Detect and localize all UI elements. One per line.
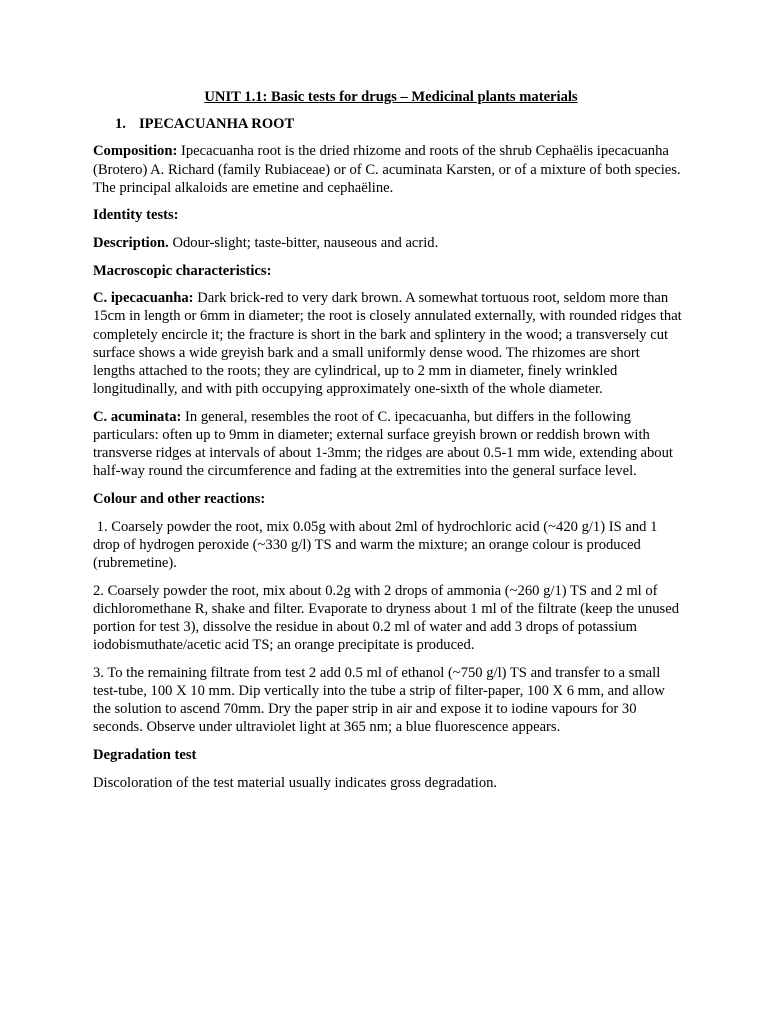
colour-reaction-item: 2. Coarsely powder the root, mix about 0.2g with 2 drops of ammonia (~260 g/1) TS and 2 ml of dichloromethane R, shake and filter. Evaporate to dryness about 1 ml of the filtrate (keep the unused portion for test 3), dissolve the residue in about 0.2 ml of water and add 3 drops of potassium iodobismuthate/acetic acid TS; an orange precipitate is produced. [93, 582, 680, 654]
section-heading [93, 115, 683, 133]
c-acuminata-paragraph [93, 408, 683, 481]
identity-tests-heading: Identity tests: [93, 207, 179, 224]
section-title: IPECACUANHA ROOT [139, 116, 295, 133]
macroscopic-heading: Macroscopic characteristics: [93, 262, 272, 279]
degradation-text: Discoloration of the test material usually indicates gross degradation. [93, 774, 498, 791]
colour-reactions-heading: Colour and other reactions: [93, 491, 266, 507]
c-ipecacuanha-paragraph [93, 289, 683, 398]
c-acuminata-text: In general, resembles the root of C. ipecacuanha, but differs in the following particulars: often up to 9mm in diameter; external surface greyish brown or reddish brown with transverse ridges at intervals of about 1-3mm; the ridges are about 0.5-1 mm wide, extending about half-way round the circumference and fading at the extremities into the general surface level. [93, 408, 673, 480]
document-title: UNIT 1.1: Basic tests for drugs – Medicinal plants materials [204, 89, 578, 105]
c-ipecacuanha-label: C. ipecacuanha: [93, 290, 194, 307]
composition-label: Composition: [93, 143, 178, 160]
colour-reaction-item: 3. To the remaining filtrate from test 2 add 0.5 ml of ethanol (~750 g/l) TS and transfer to a small test-tube, 100 X 10 mm. Dip vertically into the tube a strip of filter-paper, 100 X 6 mm, and allow the solution to ascend 70mm. Dry the paper strip in air and expose it to iodine vapours for 30 seconds. Observe under ultraviolet light at 365 nm; a blue fluorescence appears. [93, 664, 665, 736]
degradation-heading: Degradation test [93, 747, 197, 763]
composition-paragraph [93, 142, 683, 197]
c-ipecacuanha-text: Dark brick-red to very dark brown. A somewhat tortuous root, seldom more than 15cm in length or 6mm in diameter; the root is closely annulated externally, with rounded ridges that completely encircle it; the fracture is short in the bark and splintery in the wood; a transversely cut surface shows a wide greyish bark and a small uniformly dense wood. The rhizomes are short lengths attached to the roots; they are cylindrical, up to 2 mm in diameter, finely wrinkled longitudinally, and with pith occupying approximately one-sixth of the whole diameter. [93, 290, 682, 398]
description-label: Description. [93, 235, 169, 251]
document-page [93, 88, 683, 801]
composition-text: Ipecacuanha root is the dried rhizome and roots of the shrub Cephaëlis ipecacuanha (Brotero) A. Richard (family Rubiaceae) or of C. acuminata Karsten, or of a mixture of both species. The principal alkaloids are emetine and cephaëline. [93, 143, 681, 196]
section-number: 1. [115, 116, 126, 133]
colour-reaction-item: 1. Coarsely powder the root, mix 0.05g with about 2ml of hydrochloric acid (~420 g/1) IS and 1 drop of hydrogen peroxide (~330 g/l) TS and warm the mixture; an orange colour is produced (rubremetine). [93, 518, 658, 571]
description-text: Odour-slight; taste-bitter, nauseous and acrid. [168, 235, 439, 251]
c-acuminata-label: C. acuminata: [93, 408, 182, 425]
description-paragraph [93, 234, 683, 252]
